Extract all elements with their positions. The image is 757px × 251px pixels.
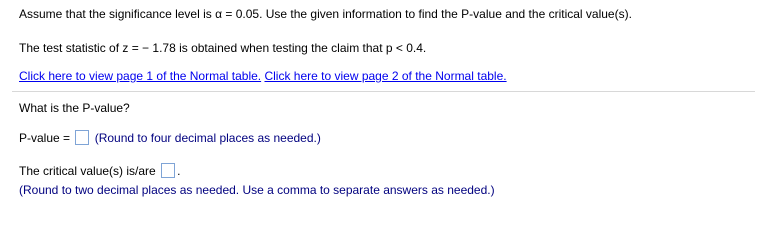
question-intro: Assume that the significance level is α = 0.05. Use the given information to find the P-value and the critical value(s). — [19, 7, 632, 21]
normal-table-page-2-link[interactable]: Click here to view page 2 of the Normal table. — [264, 69, 507, 83]
test-statistic-text: The test statistic of z = − 1.78 is obtained when testing the claim that p < 0.4. — [19, 41, 427, 55]
critical-value-period: . — [177, 164, 181, 178]
p-value-prompt: What is the P-value? — [19, 101, 130, 115]
p-value-row — [19, 130, 321, 146]
p-value-label: P-value = — [19, 131, 71, 145]
critical-value-rounding-hint: (Round to two decimal places as needed. Use a comma to separate answers as needed.) — [19, 183, 495, 197]
p-value-rounding-hint: (Round to four decimal places as needed.) — [94, 131, 321, 145]
critical-value-input[interactable] — [161, 163, 175, 178]
p-value-input[interactable] — [75, 130, 89, 145]
critical-value-row — [19, 163, 180, 179]
critical-value-label: The critical value(s) is/are — [19, 164, 156, 178]
normal-table-links — [19, 68, 507, 84]
section-divider — [12, 91, 755, 92]
normal-table-page-1-link[interactable]: Click here to view page 1 of the Normal table. — [19, 69, 262, 83]
